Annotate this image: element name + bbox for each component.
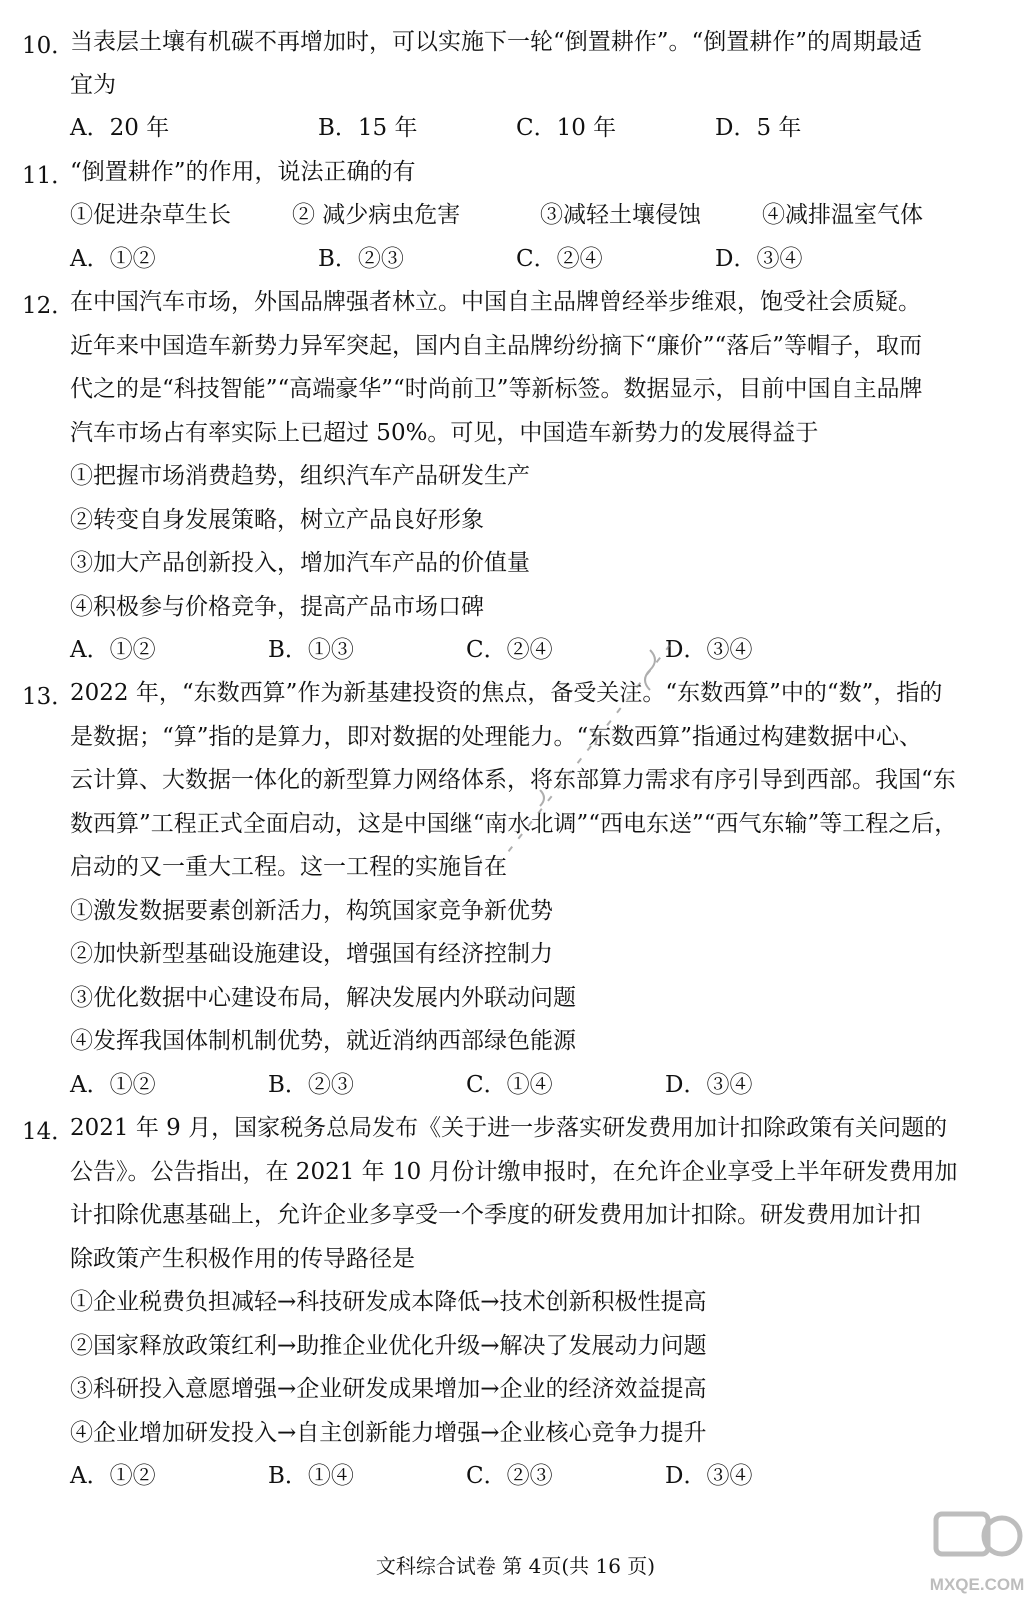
option-a[interactable]: A．①② [70, 1463, 156, 1489]
option-d[interactable]: D．③④ [715, 246, 803, 272]
option-b[interactable]: B．15 年 [318, 115, 418, 141]
option-b[interactable]: B．②③ [268, 1072, 354, 1098]
statement-3: ③加大产品创新投入，增加汽车产品的价值量 [70, 550, 530, 576]
statement-1: ①把握市场消费趋势，组织汽车产品研发生产 [70, 463, 530, 489]
question-stem-line: 当表层土壤有机碳不再增加时，可以实施下一轮“倒置耕作”。“倒置耕作”的周期最适 [70, 29, 923, 55]
option-a[interactable]: A．①② [70, 1072, 156, 1098]
question-stem-line: 在中国汽车市场，外国品牌强者林立。中国自主品牌曾经举步维艰，饱受社会质疑。 [70, 289, 921, 315]
question-stem-line: “倒置耕作”的作用，说法正确的有 [70, 159, 416, 185]
statement-3: ③科研投入意愿增强→企业研发成果增加→企业的经济效益提高 [70, 1376, 707, 1402]
question-stem-line: 2021 年 9 月，国家税务总局发布《关于进一步落实研发费用加计扣除政策有关问题的 [70, 1115, 948, 1141]
question-number: 10． [22, 33, 75, 59]
question-stem-line: 计扣除优惠基础上，允许企业多享受一个季度的研发费用加计扣除。研发费用加计扣 [70, 1202, 921, 1228]
question-stem-line: 数西算”工程正式全面启动，这是中国继“南水北调”“西电东送”“西气东输”等工程之后， [70, 811, 958, 837]
question-stem-line: 汽车市场占有率实际上已超过 50%。可见，中国造车新势力的发展得益于 [70, 420, 819, 446]
statement-2: ② 减少病虫危害 [292, 202, 461, 228]
option-b[interactable]: B．①④ [268, 1463, 354, 1489]
question-stem-line: 启动的又一重大工程。这一工程的实施旨在 [70, 854, 507, 880]
question-stem-line: 2022 年，“东数西算”作为新基建投资的焦点，备受关注。“东数西算”中的“数”，指的 [70, 680, 943, 706]
page-footer: 文科综合试卷 第 4页(共 16 页) [375, 1554, 656, 1578]
option-c[interactable]: C．①④ [466, 1072, 553, 1098]
statement-1: ①企业税费负担减轻→科技研发成本降低→技术创新积极性提高 [70, 1289, 707, 1315]
question-stem-line: 除政策产生积极作用的传导路径是 [70, 1246, 415, 1272]
question-stem-line: 公告》。公告指出，在 2021 年 10 月份计缴申报时，在允许企业享受上半年研发费用加 [70, 1159, 958, 1185]
statement-2: ②转变自身发展策略，树立产品良好形象 [70, 507, 484, 533]
option-d[interactable]: D．③④ [665, 1463, 753, 1489]
option-a[interactable]: A．①② [70, 246, 156, 272]
option-c[interactable]: C．10 年 [516, 115, 617, 141]
statement-4: ④积极参与价格竞争，提高产品市场口碑 [70, 594, 484, 620]
option-b[interactable]: B．①③ [268, 637, 354, 663]
question-stem-line: 是数据；“算”指的是算力，即对数据的处理能力。“东数西算”指通过构建数据中心、 [70, 724, 923, 750]
watermark-logo-icon [930, 1508, 1025, 1598]
question-number: 13． [22, 684, 75, 710]
question-number: 12． [22, 293, 75, 319]
statement-3: ③减轻土壤侵蚀 [540, 202, 701, 228]
option-d[interactable]: D．5 年 [715, 115, 802, 141]
option-c[interactable]: C．②③ [466, 1463, 553, 1489]
question-number: 14． [22, 1119, 75, 1145]
watermark-text: MXQE.COM [930, 1575, 1025, 1594]
option-d[interactable]: D．③④ [665, 637, 753, 663]
question-stem-line: 代之的是“科技智能”“高端豪华”“时尚前卫”等新标签。数据显示，目前中国自主品牌 [70, 376, 923, 402]
statement-4: ④发挥我国体制机制优势，就近消纳西部绿色能源 [70, 1028, 576, 1054]
statement-2: ②国家释放政策红利→助推企业优化升级→解决了发展动力问题 [70, 1333, 707, 1359]
stamp-mark-icon [450, 640, 690, 880]
question-number: 11． [22, 163, 75, 189]
statement-3: ③优化数据中心建设布局，解决发展内外联动问题 [70, 985, 576, 1011]
option-c[interactable]: C．②④ [516, 246, 603, 272]
option-d[interactable]: D．③④ [665, 1072, 753, 1098]
option-c[interactable]: C．②④ [466, 637, 553, 663]
statement-4: ④减排温室气体 [762, 202, 923, 228]
statement-4: ④企业增加研发投入→自主创新能力增强→企业核心竞争力提升 [70, 1420, 707, 1446]
option-b[interactable]: B．②③ [318, 246, 404, 272]
question-stem-line: 宜为 [70, 72, 116, 98]
question-stem-line: 近年来中国造车新势力异军突起，国内自主品牌纷纷摘下“廉价”“落后”等帽子，取而 [70, 333, 923, 359]
option-a[interactable]: A．20 年 [70, 115, 170, 141]
option-a[interactable]: A．①② [70, 637, 156, 663]
statement-2: ②加快新型基础设施建设，增强国有经济控制力 [70, 941, 553, 967]
question-stem-line: 云计算、大数据一体化的新型算力网络体系，将东部算力需求有序引导到西部。我国“东 [70, 767, 956, 793]
statement-1: ①促进杂草生长 [70, 202, 231, 228]
statement-1: ①激发数据要素创新活力，构筑国家竞争新优势 [70, 898, 553, 924]
